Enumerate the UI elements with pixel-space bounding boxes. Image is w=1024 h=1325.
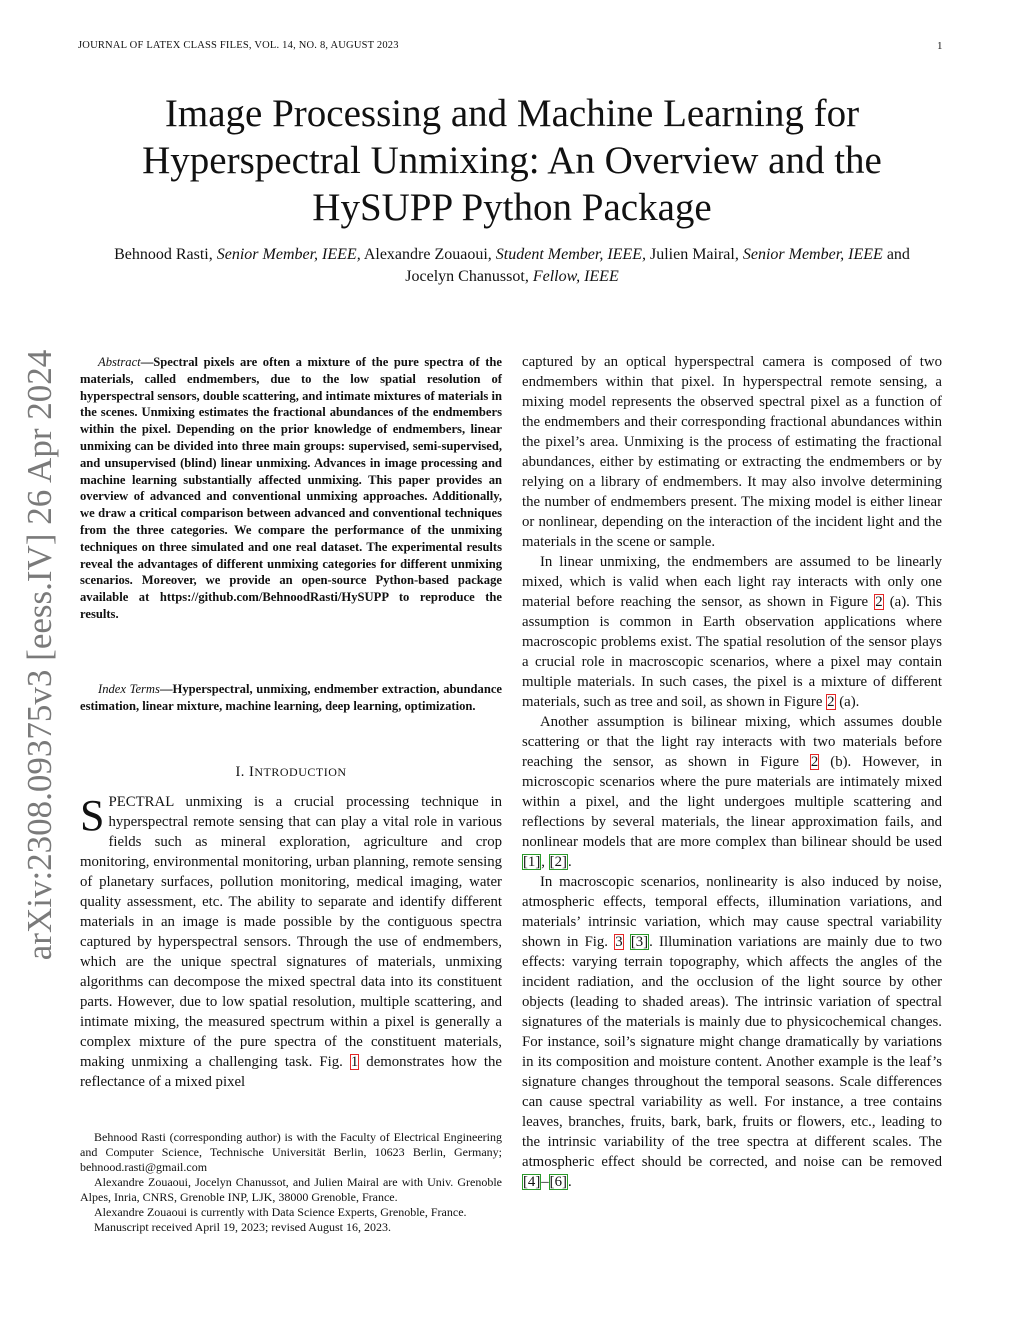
- footnotes: [80, 1130, 502, 1235]
- arxiv-identifier: arXiv:2308.09375v3 [eess.IV] 26 Apr 2024: [20, 349, 59, 961]
- section-title-rest: NTRODUCTION: [254, 765, 347, 779]
- intro-text: PECTRAL unmixing is a crucial processing technique in hyperspectral remote sensing that can play a vital role in various fields such as mineral exploration, agriculture and crop monitoring, environmental monitoring, urban planning, remote sensing of planetary surfaces, pollution monitoring, medical imaging, water quality assessment, etc. The ability to separate and identify different materials in an image is made possible by the contiguous spectra captured by hyperspectral sensors. Through the use of endmembers, which are the unique spectral signatures of materials, unmixing algorithms can decompose the mixed spectral data into its constituent parts. However, due to low spatial resolution, multiple scattering, and intimate mixing, the measured spectrum within a pixel is generally a complex mixture of the pure spectra of the constituent materials, making unmixing a challenging task. Fig.: [80, 794, 502, 1070]
- figure-reference-link[interactable]: 2: [875, 594, 883, 610]
- citation-link[interactable]: [4]: [523, 1174, 541, 1190]
- author-list: [100, 244, 924, 288]
- intro-text-continued: demonstrates how the reflectance of a mixed pixel: [80, 1054, 502, 1090]
- figure-reference-link[interactable]: 3: [615, 934, 623, 950]
- right-column-text: [522, 352, 942, 1192]
- paragraph: captured by an optical hyperspectral camera is composed of two endmembers within that pixel. In hyperspectral remote sensing, a mixing model represents the observed spectral pixel as a function of the endmembers and their corresponding fractional abundances within the pixel’s area. Unmixing is the process of estimating the fractional abundances, either by estimating or extracting the endmembers or by relying on a library of endmembers. It may also involve determining the number of endmembers present. The mixing model is either linear or nonlinear, depending on the interaction of the incident light and the materials in the scene or sample.: [522, 354, 942, 550]
- introduction-paragraph: [80, 792, 502, 1092]
- author-name: Alexandre Zouaoui,: [363, 246, 492, 263]
- index-terms-lead: Index Terms: [98, 682, 160, 696]
- figure-reference-link[interactable]: 2: [810, 754, 819, 770]
- drop-cap: S: [80, 791, 105, 840]
- citation-link[interactable]: [2]: [549, 854, 567, 870]
- footnote: Alexandre Zouaoui, Jocelyn Chanussot, and Julien Mairal are with Univ. Grenoble Alpes, Inria, CNRS, Grenoble INP, LJK, 38000 Grenoble, France.: [80, 1175, 502, 1204]
- author-role: Senior Member, IEEE,: [216, 246, 361, 263]
- abstract: [80, 354, 502, 623]
- citation-link[interactable]: [3]: [630, 934, 649, 950]
- arxiv-stamp: [10, 350, 70, 960]
- abstract-text: —Spectral pixels are often a mixture of the pure spectra of the materials, called endmembers, due to the low spatial resolution of hyperspectral sensors, double scattering, and intimate mixtures of materials in the scenes. Unmixing estimates the fractional abundances of the endmembers within the pixel. Depending on the prior knowledge of endmembers, linear unmixing can be divided into three main groups: supervised, semi-supervised, and unsupervised (blind) linear unmixing. Advances in image processing and machine learning substantially affected unmixing. This paper provides an overview of advanced and conventional unmixing approaches. Additionally, we draw a critical comparison between advanced and conventional techniques from the three categories. We compare the performance of the unmixing techniques on three simulated and one real dataset. The experimental results reveal the advantages of different unmixing categories for different unmixing scenarios. Moreover, we provide an open-source Python-based package available at https://github.com/BehnoodRasti/HySUPP to reproduce the results.: [80, 355, 502, 621]
- author-name: and Jocelyn Chanussot,: [405, 246, 910, 285]
- index-terms-text: —Hyperspectral, unmixing, endmember extraction, abundance estimation, linear mixture, machine learning, deep learning, optimization.: [80, 682, 502, 713]
- page-number: 1: [937, 40, 943, 52]
- author-name: Julien Mairal,: [649, 246, 739, 263]
- citation-link[interactable]: [1]: [523, 854, 541, 870]
- paragraph: In macroscopic scenarios, nonlinearity is also induced by noise, atmospheric effects, temporal effects, illumination variations, and materials’ intrinsic variation, which may cause spectral variability shown in Fig. 3 [3]. Illumination variations are mainly due to two effects: varying terrain topography, which affects the angles of the incident radiation, and the occlusion of the light source by other objects (leading to shaded areas). The intrinsic variation of spectral signatures of the materials is mainly due to physicochemical changes. For instance, soil’s signature might change dramatically by variations in its composition and moisture content. Another example is the leaf’s signature changes throughout the temporal seasons. Scale differences can cause spectral variability as well. For instance, a tree contains leaves, branches, fruits, bark, bark, fruits or flowers, etc., leading to the intrinsic variability of the tree spectra at different scales. The atmospheric effect should be corrected, and noise can be removed [4]–[6].: [522, 874, 943, 1190]
- index-terms: [80, 681, 502, 715]
- abstract-lead: Abstract: [98, 355, 141, 369]
- paragraph: Another assumption is bilinear mixing, which assumes double scattering or that the light ray interacts with two materials before reaching the sensor, as shown in Figure 2 (b). However, in microscopic scenarios where the pure materials are intimately mixed within a pixel, and the light undergoes multiple scattering and reflections by several materials, the linear approximation fails, and nonlinear models that are more complex than bilinear should be used [1], [2].: [522, 714, 943, 870]
- section-initial: I: [249, 764, 255, 780]
- figure-reference-link[interactable]: 2: [827, 694, 835, 710]
- citation-link[interactable]: [6]: [549, 1174, 567, 1190]
- running-header: JOURNAL OF LATEX CLASS FILES, VOL. 14, NO. 8, AUGUST 2023: [78, 40, 399, 51]
- footnote: Alexandre Zouaoui is currently with Data Science Experts, Grenoble, France.: [94, 1205, 467, 1219]
- author-role: Student Member, IEEE,: [495, 246, 646, 263]
- author-role: Senior Member, IEEE: [742, 246, 883, 263]
- footnote: Behnood Rasti (corresponding author) is with the Faculty of Electrical Engineering and Computer Science, Technische Universität Berlin, 10623 Berlin, Germany; behnood.rasti@gmail.com: [80, 1130, 502, 1174]
- author-role: Fellow, IEEE: [532, 268, 619, 285]
- section-numeral: I.: [235, 764, 245, 780]
- section-heading: [80, 764, 502, 781]
- paragraph: In linear unmixing, the endmembers are assumed to be linearly mixed, which is valid when each light ray interacts with only one material before reaching the sensor, as shown in Figure 2 (a). This assumption is common in Earth observation applications where macroscopic problems exist. The spatial resolution of the sensor plays a crucial role in macroscopic scenarios, where a pixel may contain multiple materials. In such cases, the pixel is a mixture of different materials, such as tree and soil, as shown in Figure 2 (a).: [522, 554, 942, 710]
- figure-reference-link[interactable]: 1: [350, 1054, 359, 1070]
- paper-title: Image Processing and Machine Learning for Hyperspectral Unmixing: An Overview and the HySUPP Python Package: [142, 92, 882, 229]
- author-name: Behnood Rasti,: [114, 246, 213, 263]
- footnote: Manuscript received April 19, 2023; revised August 16, 2023.: [94, 1220, 391, 1234]
